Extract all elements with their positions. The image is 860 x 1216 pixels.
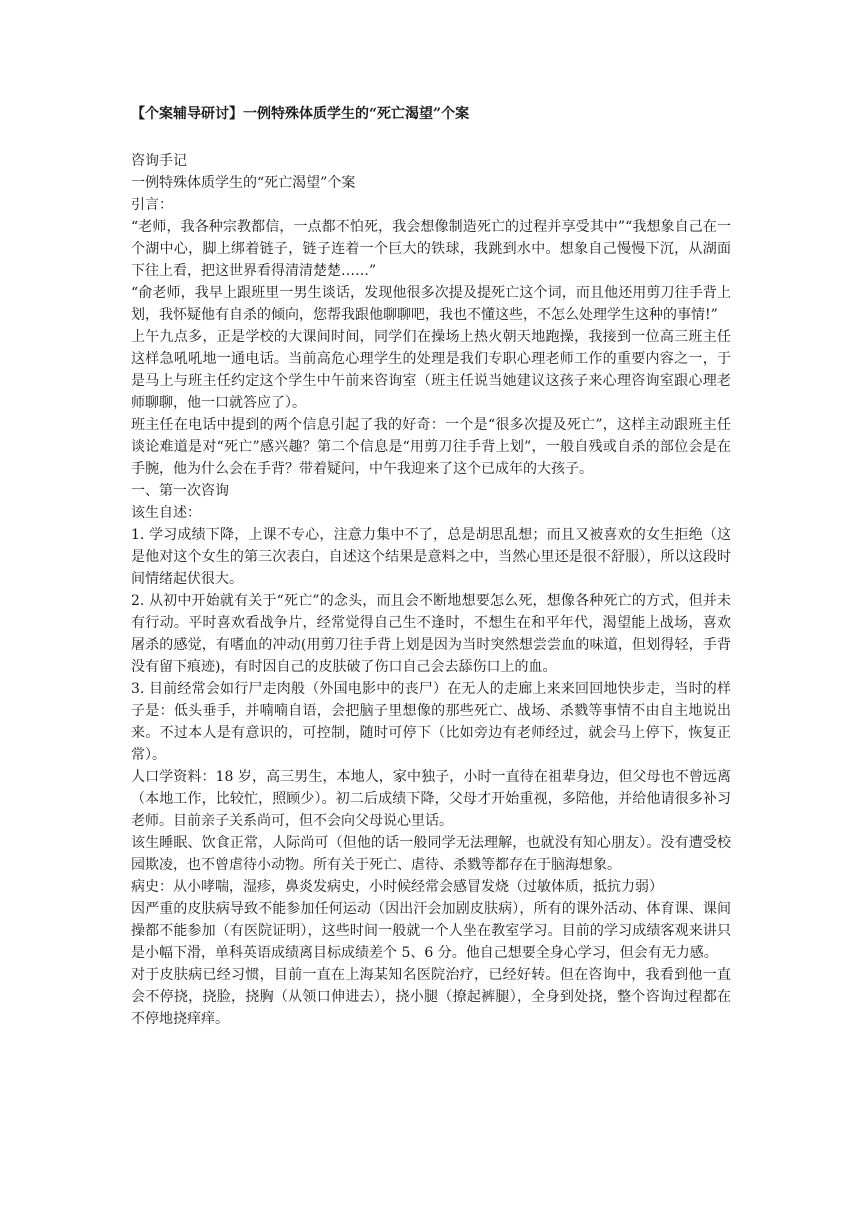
list-item-3: 3. 目前经常会如行尸走肉般（外国电影中的丧尸）在无人的走廊上来来回回地快步走，当时的样子是：低头垂手，并喃喃自语，会把脑子里想像的那些死亡、战场、杀戮等事情不由自主地说出来。不过本人是有意识的，可控制，随时可停下（比如旁边有老师经过，就会马上停下，恢复正常）。 bbox=[131, 681, 731, 763]
intro-label: 引言： bbox=[131, 197, 173, 213]
title-spacer bbox=[131, 128, 731, 150]
paragraph-medical-history: 病史：从小哮喘，湿疹，鼻炎发病史，小时候经常会感冒发烧（过敏体质，抵抗力弱） bbox=[131, 879, 663, 895]
paragraph-demographics: 人口学资料：18 岁，高三男生，本地人，家中独子，小时一直待在祖辈身边，但父母也不曾远离（本地工作，比较忙，照顾少）。初二后成绩下降，父母才开始重视，多陪他，并给他请很多补习老师。目前亲子关系尚可，但不会向父母说心里话。 bbox=[131, 769, 731, 829]
document-body bbox=[131, 150, 731, 1030]
paragraph-student-quote: “老师，我各种宗教都信，一点都不怕死，我会想像制造死亡的过程并享受其中”“我想象自己在一个湖中心，脚上绑着链子，链子连着一个巨大的铁球，我跳到水中。想象自己慢慢下沉，从湖面下往上看，把这世界看得清清楚楚……” bbox=[131, 219, 731, 279]
heading-first-session: 一、第一次咨询 bbox=[131, 483, 229, 499]
article-title: 一例特殊体质学生的“死亡渴望”个案 bbox=[131, 175, 356, 191]
paragraph-observation: 对于皮肤病已经习惯，目前一直在上海某知名医院治疗，已经好转。但在咨询中，我看到他一直会不停挠，挠脸，挠胸（从领口伸进去），挠小腿（撩起裤腿），全身到处挠，整个咨询过程都在不停地挠痒痒。 bbox=[131, 967, 731, 1027]
list-item-2: 2. 从初中开始就有关于“死亡”的念头，而且会不断地想要怎么死，想像各种死亡的方式，但并未有行动。平时喜欢看战争片，经常觉得自己生不逢时，不想生在和平年代，渴望能上战场，喜欢屠杀的感觉，有嗜血的冲动(用剪刀往手背上划是因为当时突然想尝尝血的味道，但划得轻，手背没有留下痕迹)，有时因自己的皮肤破了伤口自己会去舔伤口上的血。 bbox=[131, 593, 731, 675]
paragraph-skin-condition: 因严重的皮肤病导致不能参加任何运动（因出汗会加剧皮肤病），所有的课外活动、体育课、课间操都不能参加（有医院证明），这些时间一般就一个人坐在教室学习。目前的学习成绩客观来讲只是小幅下滑，单科英语成绩离目标成绩差个 5、6 分。他自己想要全身心学习，但会有无力感。 bbox=[131, 901, 731, 961]
paragraph-daily-life: 该生睡眠、饮食正常，人际尚可（但他的话一般同学无法理解，也就没有知心朋友）。没有遭受校园欺凌，也不曾虐待小动物。所有关于死亡、虐待、杀戮等都存在于脑海想象。 bbox=[131, 835, 731, 873]
self-report-label: 该生自述： bbox=[131, 505, 201, 521]
paragraph-context: 上午九点多，正是学校的大课间时间，同学们在操场上热火朝天地跑操，我接到一位高三班主任这样急吼吼地一通电话。当前高危心理学生的处理是我们专职心理老师工作的重要内容之一，于是马上与班主任约定这个学生中午前来咨询室（班主任说当她建议这孩子来心理咨询室跟心理老师聊聊，他一口就答应了）。 bbox=[131, 329, 731, 411]
list-item-1: 1. 学习成绩下降，上课不专心，注意力集中不了，总是胡思乱想；而且又被喜欢的女生拒绝（这是他对这个女生的第三次表白，自述这个结果是意料之中，当然心里还是很不舒服），所以这段时间情绪起伏很大。 bbox=[131, 527, 731, 587]
document-title: 【个案辅导研讨】一例特殊体质学生的“死亡渴望”个案 bbox=[131, 106, 470, 122]
paragraph-teacher-quote: “俞老师，我早上跟班里一男生谈话，发现他很多次提及提死亡这个词，而且他还用剪刀往手背上划，我怀疑他有自杀的倾向，您帮我跟他聊聊吧，我也不懂这些，不怎么处理学生这种的事情!” bbox=[131, 285, 731, 323]
section-label: 咨询手记 bbox=[131, 153, 187, 169]
paragraph-curiosity: 班主任在电话中提到的两个信息引起了我的好奇：一个是“很多次提及死亡”，这样主动跟班主任谈论难道是对“死亡”感兴趣？第二个信息是“用剪刀往手背上划”，一般自残或自杀的部位会是在手腕，他为什么会在手背？带着疑问，中午我迎来了这个已成年的大孩子。 bbox=[131, 417, 731, 477]
document-page bbox=[131, 100, 731, 1030]
